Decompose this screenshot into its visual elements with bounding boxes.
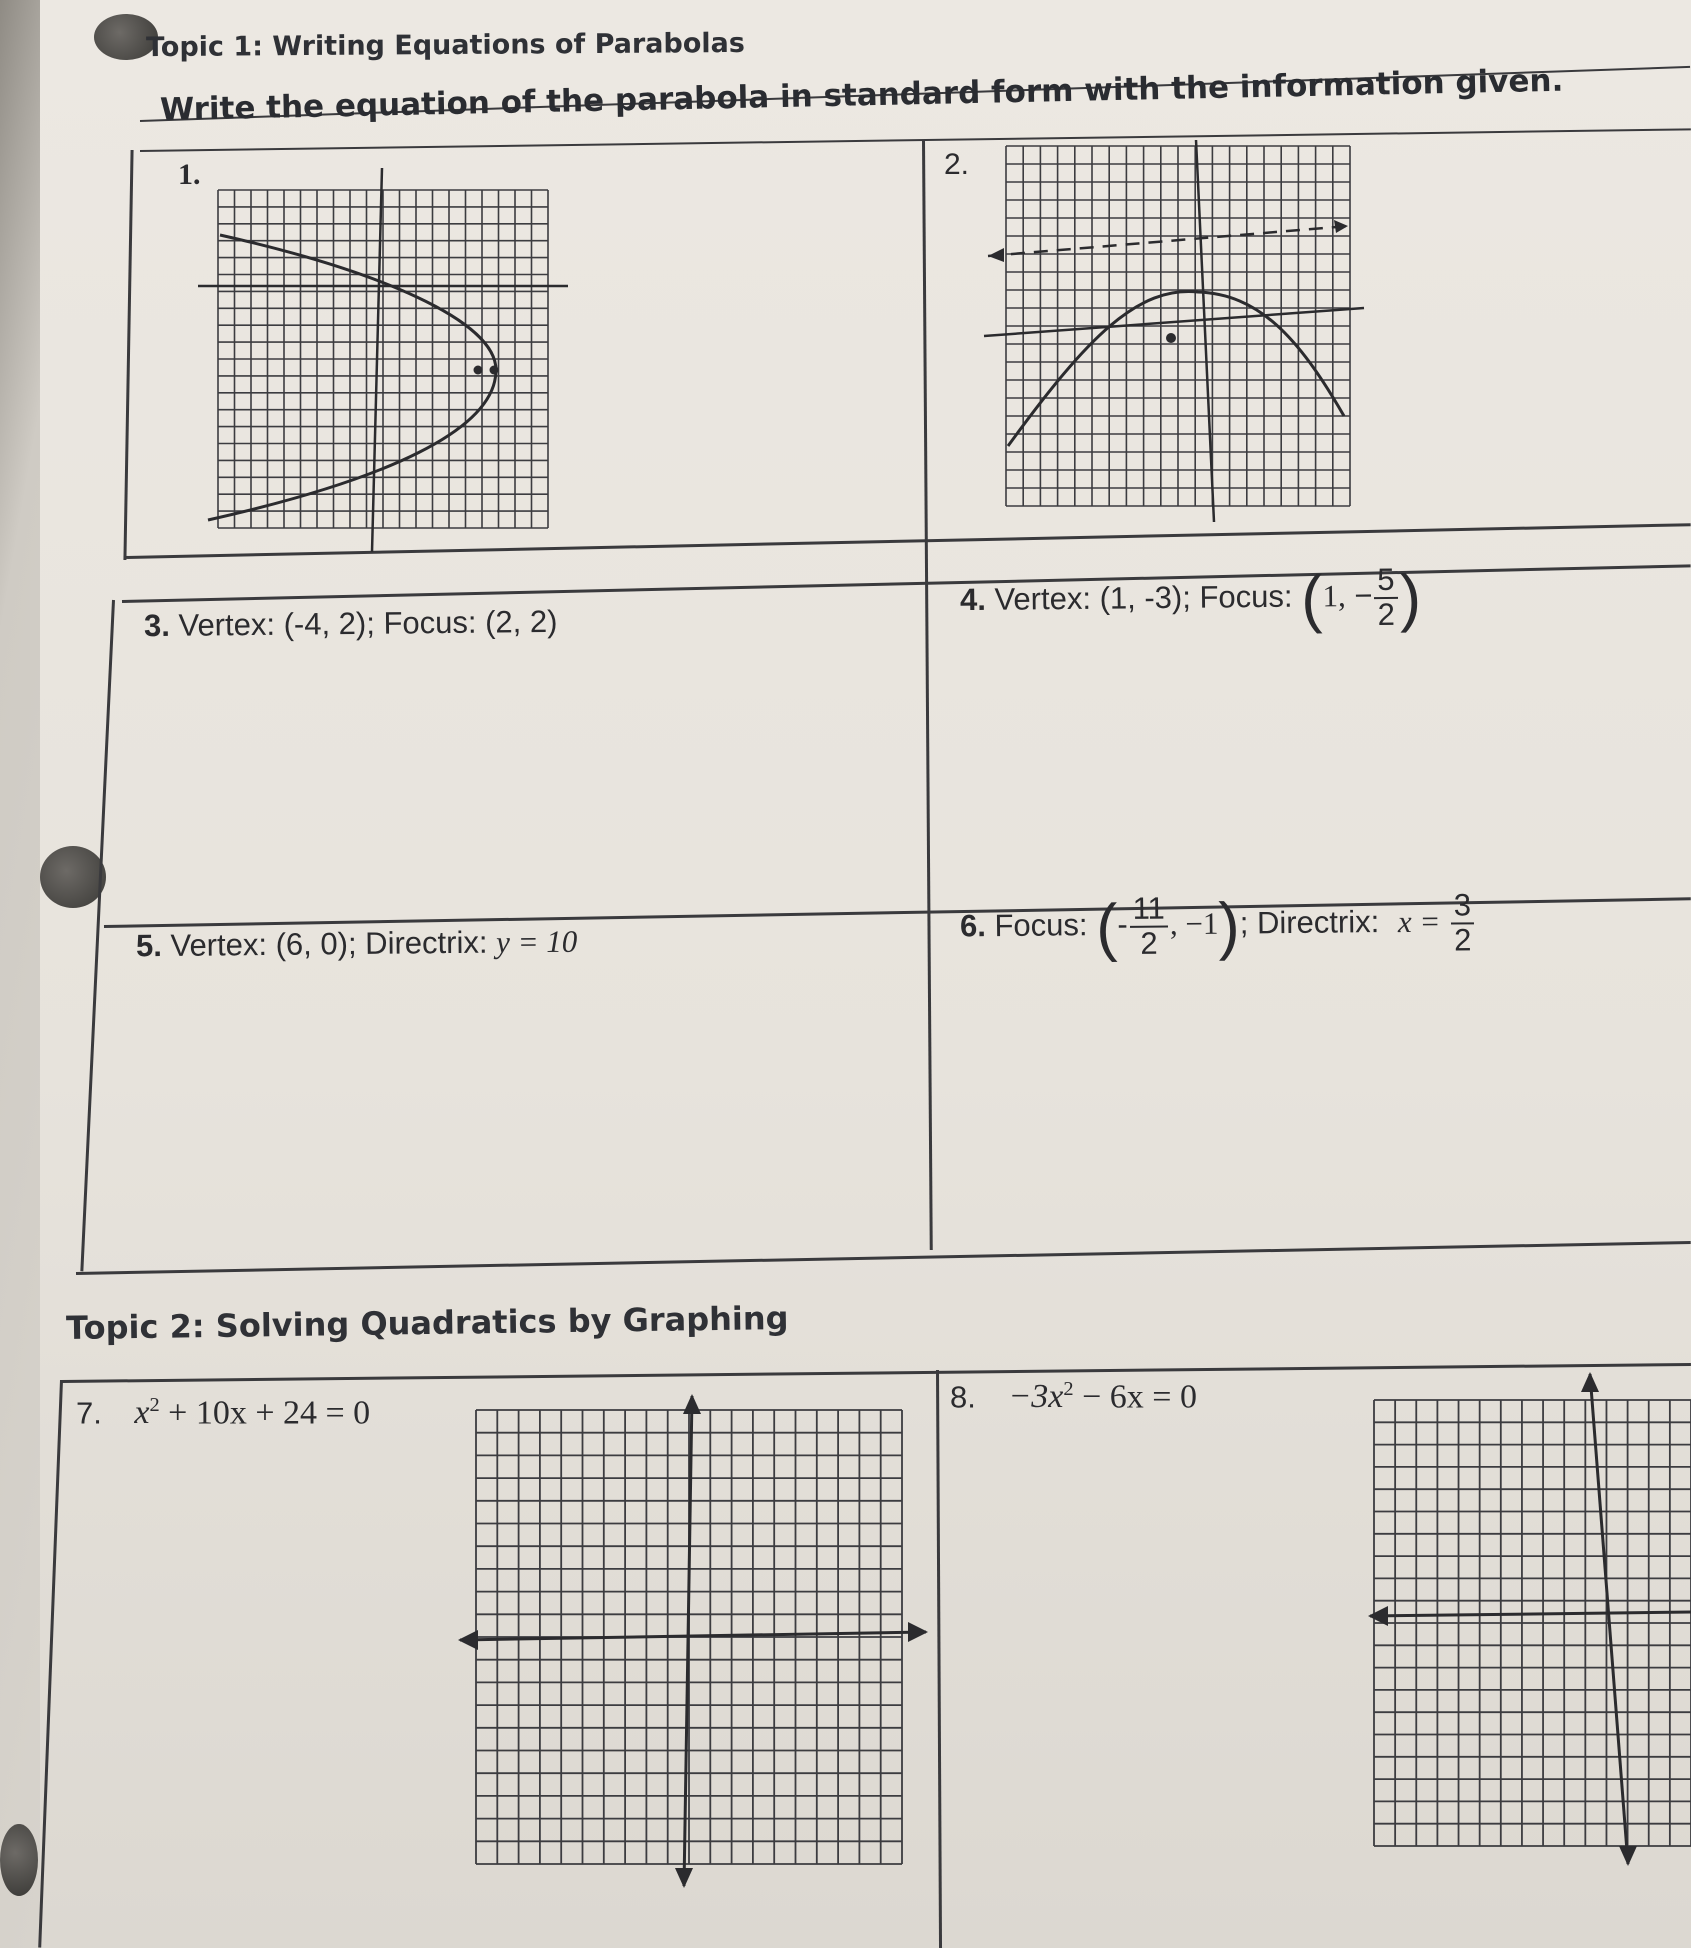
problem-6-focus-y: , −1 bbox=[1169, 905, 1219, 942]
instructions: Write the equation of the parabola in standard form with the information given. bbox=[159, 62, 1564, 128]
problem-1-number: 1. bbox=[178, 158, 201, 191]
problem-3-text: Vertex: (-4, 2); Focus: (2, 2) bbox=[178, 603, 558, 643]
problem-4-vertex-label: Vertex: bbox=[994, 580, 1092, 617]
problem-5-directrix: y = 10 bbox=[495, 923, 578, 960]
y-axis-arrow-up bbox=[1581, 1372, 1599, 1392]
y-axis-arrow-up bbox=[683, 1394, 701, 1414]
grid bbox=[218, 190, 548, 528]
directrix-line bbox=[988, 226, 1348, 256]
problem-2-number: 2. bbox=[944, 148, 970, 181]
problem-7-x: x bbox=[134, 1394, 150, 1432]
binder-hole-middle bbox=[40, 846, 106, 908]
close-paren: ) bbox=[1218, 889, 1241, 962]
problem-4 bbox=[959, 561, 1422, 636]
x-axis-arrow-right bbox=[908, 1622, 928, 1642]
y-axis bbox=[1590, 1374, 1628, 1864]
problem-8-a: −3x bbox=[1008, 1378, 1064, 1416]
problem-6 bbox=[960, 889, 1477, 961]
problem-7 bbox=[76, 1394, 370, 1432]
parabola-curve bbox=[1008, 292, 1344, 446]
grid bbox=[1006, 146, 1350, 506]
focus-point bbox=[474, 366, 483, 375]
problem-8-graph bbox=[1364, 1370, 1691, 1870]
focus-point bbox=[1166, 333, 1176, 343]
problem-4-number: 4. bbox=[959, 581, 987, 618]
problem-4-focus-x: 1, bbox=[1322, 578, 1346, 614]
close-paren: ) bbox=[1399, 561, 1422, 634]
problem-2-graph bbox=[978, 136, 1368, 526]
problem-6-number: 6. bbox=[959, 908, 987, 944]
y-axis-arrow-down bbox=[675, 1868, 693, 1888]
denominator: 2 bbox=[1453, 921, 1472, 958]
problem-7-rest: + 10x + 24 = 0 bbox=[159, 1394, 371, 1432]
problem-5-directrix-label: Directrix: bbox=[365, 924, 488, 961]
grid bbox=[1374, 1400, 1691, 1846]
problem-6-directrix-fraction bbox=[1451, 889, 1475, 956]
denominator: 2 bbox=[1140, 925, 1158, 961]
numerator: 11 bbox=[1129, 893, 1168, 928]
problem-4-focus-y-fraction bbox=[1374, 561, 1398, 632]
x-axis-arrow-left bbox=[458, 1630, 478, 1650]
problem-7-graph bbox=[452, 1392, 932, 1892]
problem-1-graph bbox=[196, 160, 576, 560]
y-axis bbox=[684, 1396, 692, 1886]
problem-8-exponent: 2 bbox=[1063, 1378, 1074, 1400]
problem-4-focus-label: ; Focus: bbox=[1182, 578, 1293, 615]
numerator: 3 bbox=[1451, 889, 1475, 924]
open-paren: ( bbox=[1095, 890, 1118, 963]
problem-3-number: 3. bbox=[143, 607, 171, 644]
y-axis bbox=[1196, 140, 1214, 522]
problem-6-directrix-label: ; Directrix: bbox=[1239, 904, 1380, 941]
problem-6-focus-label: Focus: bbox=[994, 907, 1088, 944]
numerator: 5 bbox=[1374, 564, 1398, 599]
x-axis bbox=[1370, 1612, 1691, 1616]
binder-hole-bottom bbox=[0, 1824, 38, 1896]
problem-5-number: 5. bbox=[135, 928, 163, 964]
problem-7-exponent: 2 bbox=[149, 1394, 160, 1416]
problem-6-focus-x-fraction bbox=[1129, 890, 1168, 961]
problem-5-vertex: (6, 0); bbox=[275, 926, 357, 962]
directrix-arrow-left bbox=[988, 248, 1004, 262]
topic-2-title: Topic 2: Solving Quadratics by Graphing bbox=[65, 1298, 789, 1348]
problem-8-number: 8. bbox=[950, 1379, 976, 1415]
directrix-arrow-right bbox=[1334, 220, 1348, 233]
problem-6-focus-x-sign: - bbox=[1117, 906, 1128, 942]
topic-1-title: Topic 1: Writing Equations of Parabolas bbox=[145, 27, 746, 64]
vertex-point bbox=[490, 366, 499, 375]
y-axis-arrow-down bbox=[1619, 1846, 1637, 1866]
problem-5 bbox=[136, 924, 578, 965]
problem-7-number: 7. bbox=[76, 1395, 102, 1431]
problem-8 bbox=[950, 1378, 1197, 1416]
problem-4-focus-sign: − bbox=[1354, 577, 1373, 614]
denominator: 2 bbox=[1377, 596, 1396, 632]
problem-4-vertex: (1, -3) bbox=[1099, 579, 1183, 616]
problem-8-rest: − 6x = 0 bbox=[1073, 1378, 1197, 1416]
open-paren: ( bbox=[1300, 562, 1323, 635]
problem-3 bbox=[144, 604, 558, 644]
problem-5-vertex-label: Vertex: bbox=[170, 926, 268, 963]
x-axis bbox=[460, 1632, 926, 1640]
problem-6-directrix-lhs: x = bbox=[1397, 903, 1441, 939]
